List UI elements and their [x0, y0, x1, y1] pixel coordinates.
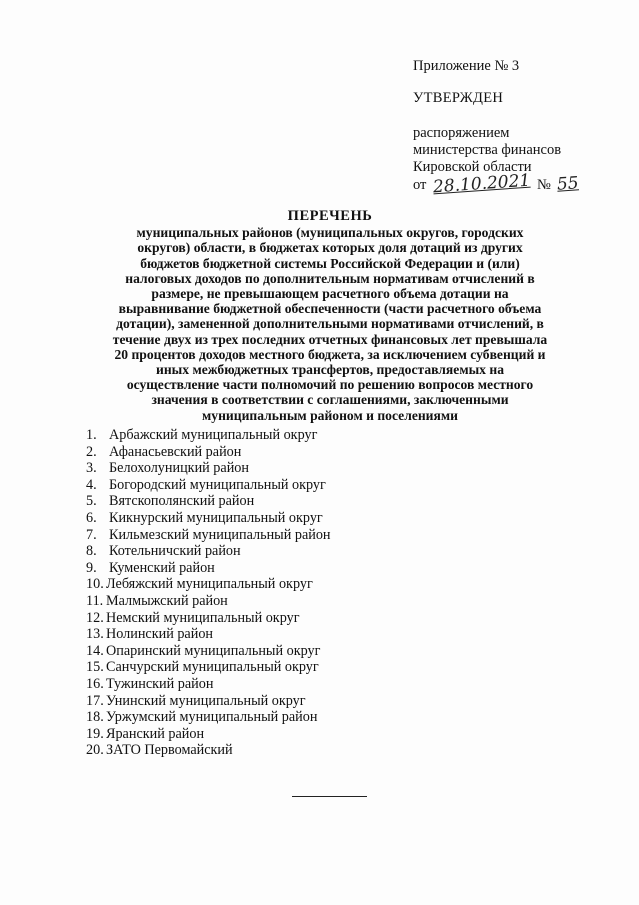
title-line: иных межбюджетных трансфертов, предоставляемых на [155, 362, 505, 378]
list-item [86, 709, 331, 726]
list-item [86, 742, 331, 759]
document-title [100, 209, 560, 423]
list-item [86, 659, 331, 676]
list-item-name: Унинский муниципальный округ [106, 692, 306, 709]
title-line: округов) области, в бюджетах которых доля дотаций из других [137, 240, 523, 256]
list-item-name: Кильмезский муниципальный район [109, 526, 331, 543]
list-item-number: 2. [86, 443, 97, 460]
number-prefix: № [537, 177, 551, 193]
list-item [86, 693, 331, 710]
list-item-name: ЗАТО Первомайский [106, 742, 233, 759]
approval-line-1: распоряжением [413, 125, 510, 141]
approval-line-2: министерства финансов [413, 142, 562, 158]
list-item [86, 477, 331, 494]
list-item-name: Яранский район [106, 725, 205, 742]
appendix-number: Приложение № 3 [413, 58, 520, 74]
date-prefix: от [413, 177, 427, 193]
title-line: муниципальных районов (муниципальных округов, городских [136, 225, 524, 241]
list-item-name: Лебяжский муниципальный округ [106, 576, 313, 593]
list-item-number: 3. [86, 460, 97, 477]
list-item [86, 460, 331, 477]
list-item [86, 626, 331, 643]
list-item-number: 10. [86, 576, 104, 593]
list-item-name: Немский муниципальный округ [106, 609, 300, 626]
list-item-name: Кикнурский муниципальный округ [109, 509, 323, 526]
list-item-number: 18. [86, 709, 104, 726]
list-item [86, 543, 331, 560]
list-item-number: 19. [86, 725, 104, 742]
list-item-name: Нолинский район [106, 626, 214, 643]
list-item [86, 427, 331, 444]
title-line: течение двух из трех последних отчетных финансовых лет превышала [112, 331, 548, 347]
handwritten-date: 28.10.2021 [432, 170, 531, 198]
list-item-name: Уржумский муниципальный район [106, 709, 318, 726]
list-item-number: 6. [86, 509, 97, 526]
list-item-name: Тужинский район [106, 675, 214, 692]
list-item-name: Котельничский район [109, 543, 241, 560]
list-item-number: 11. [86, 592, 104, 609]
list-item-number: 15. [86, 659, 104, 676]
title-line: размере, не превышающем расчетного объема дотации на [151, 286, 509, 302]
title-line: 20 процентов доходов местного бюджета, за исключением субвенций и [114, 346, 546, 362]
handwritten-number: 55 [556, 173, 580, 195]
list-item [86, 493, 331, 510]
end-divider [292, 796, 367, 797]
approval-line-3: Кировской области [413, 159, 532, 175]
approval-date-line [413, 170, 623, 198]
title-line: дотации), замененной дополнительными нормативами отчислений, в [116, 316, 544, 332]
list-item-name: Арбажский муниципальный округ [109, 427, 318, 443]
list-item-number: 1. [86, 427, 97, 443]
list-item [86, 527, 331, 544]
list-item-name: Белохолуницкий район [109, 460, 249, 477]
list-item [86, 593, 331, 610]
title-line: значения в соответствии с соглашениями, заключенными [151, 392, 509, 408]
district-list [86, 427, 331, 759]
list-item [86, 560, 331, 577]
list-item-number: 16. [86, 675, 104, 692]
list-item-name: Богородский муниципальный округ [109, 476, 326, 493]
list-item [86, 643, 331, 660]
list-item-number: 9. [86, 559, 97, 576]
list-item-number: 13. [86, 626, 104, 643]
list-item-number: 5. [86, 493, 97, 510]
list-item-number: 12. [86, 609, 104, 626]
list-item-name: Куменский район [109, 559, 215, 576]
list-item [86, 610, 331, 627]
list-item [86, 676, 331, 693]
title-heading: ПЕРЕЧЕНЬ [287, 208, 373, 224]
title-line: муниципальным районом и поселениями [202, 407, 458, 423]
list-item-name: Вятскополянский район [109, 493, 255, 510]
list-item-name: Санчурский муниципальный округ [106, 659, 319, 676]
title-line: бюджетов бюджетной системы Российской Федерации и (или) [140, 255, 520, 271]
list-item-number: 17. [86, 692, 104, 709]
list-item [86, 444, 331, 461]
approved-label: УТВЕРЖДЕН [413, 90, 504, 106]
list-item [86, 576, 331, 593]
approval-stamp [413, 58, 623, 198]
list-item-name: Афанасьевский район [109, 443, 242, 460]
list-item-number: 7. [86, 526, 97, 543]
title-line: осуществление части полномочий по решению вопросов местного [126, 377, 534, 393]
list-item-name: Малмыжский район [106, 592, 228, 609]
list-item-number: 14. [86, 642, 104, 659]
list-item [86, 510, 331, 527]
list-item-number: 8. [86, 543, 97, 560]
list-item-name: Опаринский муниципальный округ [106, 642, 321, 659]
title-description [100, 225, 560, 423]
list-item [86, 726, 331, 743]
list-item-number: 4. [86, 476, 97, 493]
title-line: выравнивание бюджетной обеспеченности (части расчетного объема [118, 301, 542, 317]
title-line: налоговых доходов по дополнительным нормативам отчислений в [125, 270, 535, 286]
list-item-number: 20. [86, 742, 104, 759]
